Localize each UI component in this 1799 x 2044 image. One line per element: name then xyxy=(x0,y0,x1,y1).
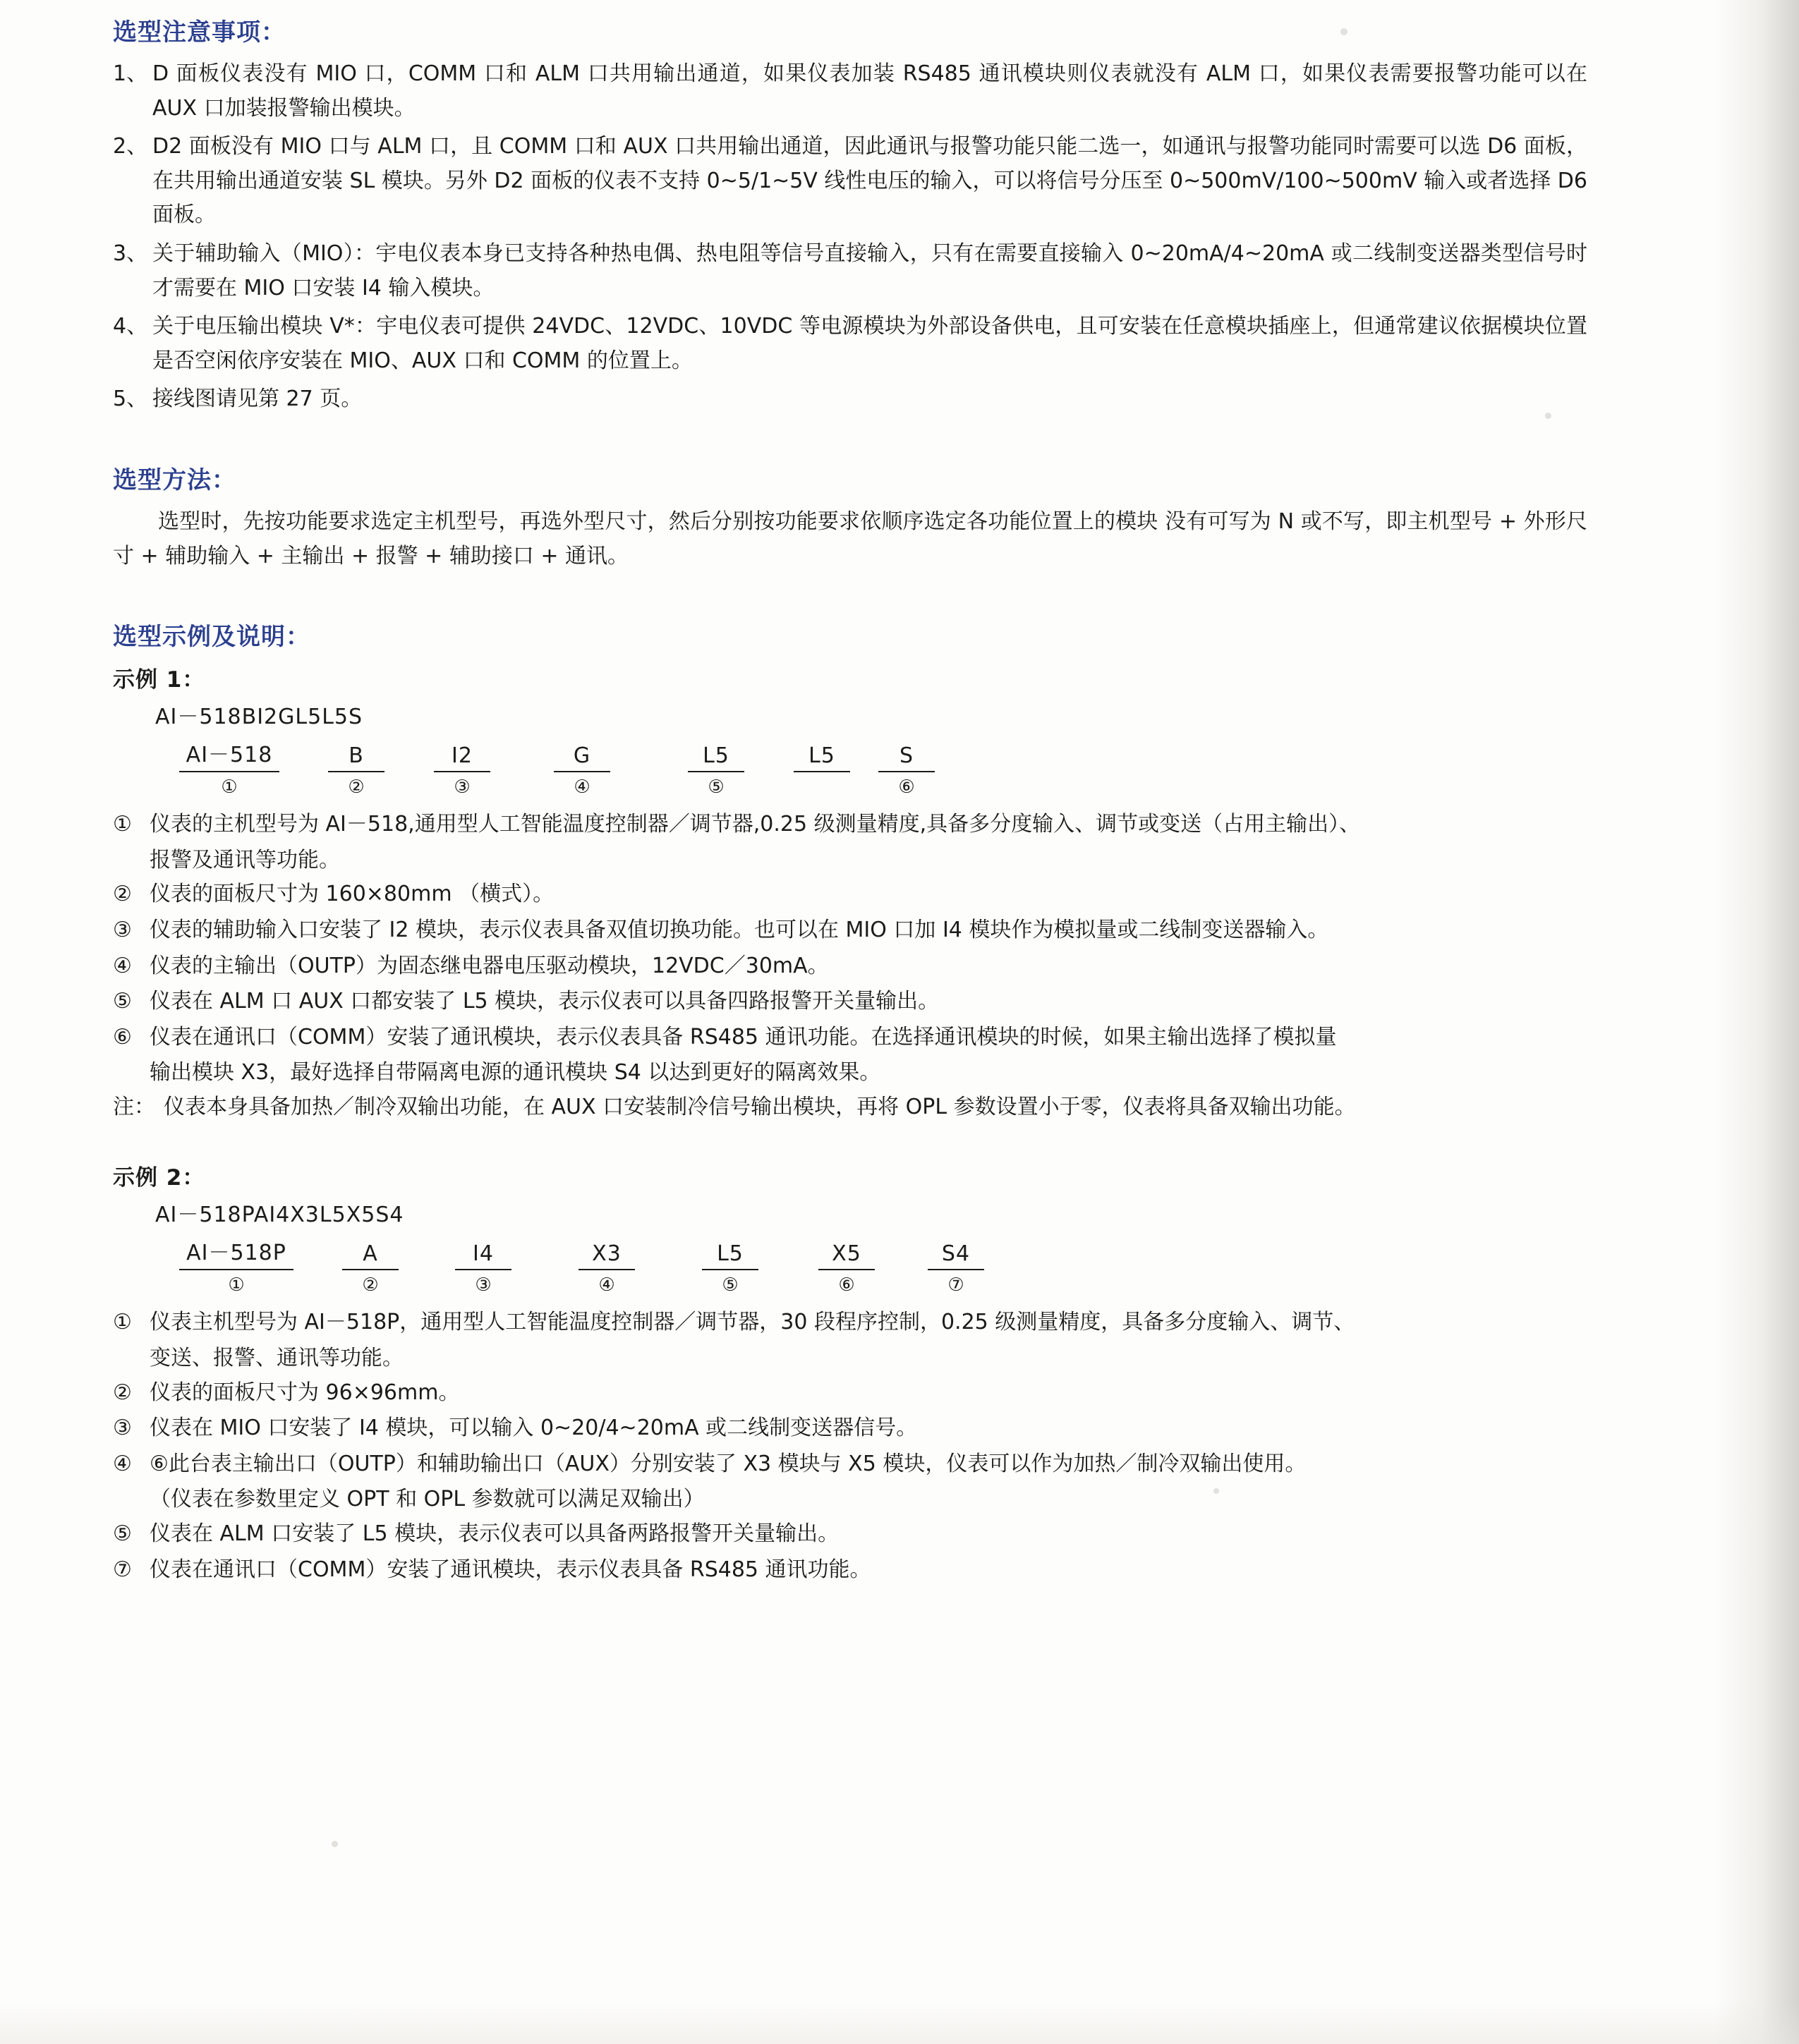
example-1-model-code: AI－518BI2GL5L5S xyxy=(155,705,363,730)
segment-marker: ⑥ xyxy=(838,1275,855,1296)
item-marker: ④ xyxy=(113,1451,132,1476)
list-item xyxy=(113,1553,1587,1588)
note-text: 接线图请见第 27 页。 xyxy=(152,387,363,412)
segment-marker: ⑥ xyxy=(898,777,915,798)
segment-marker: ④ xyxy=(574,777,590,798)
example-2-segment-row xyxy=(155,1235,1587,1270)
item-text: 仪表在通讯口（COMM）安装了通讯模块，表示仪表具备 RS485 通讯功能。 xyxy=(150,1557,871,1582)
list-item xyxy=(113,1306,1587,1340)
item-subtext: （仪表在参数里定义 OPT 和 OPL 参数就可以满足双输出） xyxy=(150,1487,705,1512)
footnote-text: 仪表本身具备加热／制冷双输出功能，在 AUX 口安装制冷信号输出模块，再将 OPL 参数设置小于零，仪表将具备双输出功能。 xyxy=(164,1094,1356,1119)
list-item xyxy=(113,1447,1587,1482)
list-item xyxy=(113,877,1587,912)
example-1 xyxy=(113,662,1587,1124)
list-item xyxy=(113,237,1587,305)
list-item xyxy=(113,1376,1587,1411)
segment-label: S xyxy=(878,743,935,772)
segment-marker: ② xyxy=(362,1275,379,1296)
segment-label: G xyxy=(554,743,610,772)
example-1-marker-row xyxy=(155,777,1587,798)
segment-marker: ① xyxy=(221,777,238,798)
segment-label: S4 xyxy=(928,1241,984,1270)
section-title-method: 选型方法： xyxy=(113,466,236,494)
item-marker: ③ xyxy=(113,1416,132,1441)
segment-marker: ⑤ xyxy=(722,1275,739,1296)
item-text: 仪表的主输出（OUTP）为固态继电器电压驱动模块，12VDC／30mA。 xyxy=(150,953,829,978)
list-item xyxy=(113,310,1587,378)
item-text: 仪表在 MIO 口安装了 I4 模块，可以输入 0~20/4~20mA 或二线制变送器信号。 xyxy=(150,1416,918,1441)
note-text: 关于辅助输入（MIO）：宇电仪表本身已支持各种热电偶、热电阻等信号直接输入，只有在需要直接输入 0~20mA/4~20mA 或二线制变送器类型信号时才需要在 MIO 口安装 I4 输入模块。 xyxy=(152,241,1587,300)
segment-label: AI－518P xyxy=(179,1235,293,1270)
segment-label: A xyxy=(342,1241,399,1270)
example-1-items xyxy=(113,808,1587,1124)
segment-marker: ③ xyxy=(475,1275,492,1296)
item-text: 仪表的面板尺寸为 160×80mm （横式）。 xyxy=(150,882,555,907)
list-item xyxy=(113,1411,1587,1446)
segment-label: AI－518 xyxy=(179,737,280,772)
item-marker: ⑥ xyxy=(113,1024,132,1050)
example-1-footnote xyxy=(113,1090,1587,1125)
scan-speck xyxy=(332,1841,338,1847)
example-2-items xyxy=(113,1306,1587,1587)
item-marker: ② xyxy=(113,882,132,907)
segment-label: L5 xyxy=(702,1241,758,1270)
item-marker: ③ xyxy=(113,917,132,942)
note-number: 5、 xyxy=(113,387,148,412)
segment-label: I2 xyxy=(434,743,490,772)
item-subtext: 报警及通讯等功能。 xyxy=(150,847,340,872)
example-2 xyxy=(113,1160,1587,1587)
list-item xyxy=(113,130,1587,233)
item-marker: ④ xyxy=(113,953,132,978)
note-number: 3、 xyxy=(113,241,148,266)
item-marker: ② xyxy=(113,1380,132,1405)
section-title-examples: 选型示例及说明： xyxy=(113,623,310,652)
segment-marker: ④ xyxy=(598,1275,615,1296)
list-item xyxy=(113,985,1587,1019)
method-paragraph: 选型时，先按功能要求选定主机型号，再选外型尺寸，然后分别按功能要求依顺序选定各功能位置上的模块 没有可写为 N 或不写，即主机型号 + 外形尺寸 + 辅助输入 + 主输出 + 报警 + 辅助接口 + 通讯。 xyxy=(113,509,1587,568)
example-2-marker-row xyxy=(155,1275,1587,1296)
example-1-segment-row xyxy=(155,737,1587,772)
segment-label: I4 xyxy=(455,1241,511,1270)
segment-marker: ② xyxy=(348,777,365,798)
list-item xyxy=(113,1021,1587,1055)
item-text: 仪表的辅助输入口安装了 I2 模块，表示仪表具备双值切换功能。也可以在 MIO 口加 I4 模块作为模拟量或二线制变送器输入。 xyxy=(150,917,1329,942)
segment-marker: ⑤ xyxy=(708,777,725,798)
example-1-heading: 示例 1： xyxy=(113,667,205,693)
item-subtext: 变送、报警、通讯等功能。 xyxy=(150,1346,404,1371)
list-item xyxy=(113,913,1587,948)
example-2-heading: 示例 2： xyxy=(113,1165,205,1191)
list-item xyxy=(113,1517,1587,1552)
note-text: 关于电压输出模块 V*：宇电仪表可提供 24VDC、12VDC、10VDC 等电源模块为外部设备供电，且可安装在任意模块插座上，但通常建议依据模块位置是否空闲依序安装在 MIO、AUX 口和 COMM 的位置上。 xyxy=(152,314,1587,373)
notes-list xyxy=(113,57,1587,417)
item-marker: ① xyxy=(113,1310,132,1335)
item-text: ⑥此台表主输出口（OUTP）和辅助输出口（AUX）分别安装了 X3 模块与 X5 模块，仪表可以作为加热／制冷双输出使用。 xyxy=(150,1451,1307,1476)
item-text: 仪表主机型号为 AI－518P，通用型人工智能温度控制器／调节器，30 段程序控制，0.25 级测量精度，具备多分度输入、调节、 xyxy=(150,1310,1355,1335)
item-marker: ① xyxy=(113,812,132,837)
list-item xyxy=(113,949,1587,984)
segment-label: X5 xyxy=(818,1241,875,1270)
segment-label: L5 xyxy=(794,743,850,772)
scan-bottom-shadow xyxy=(0,2002,1799,2044)
segment-label: L5 xyxy=(688,743,744,772)
list-item xyxy=(113,57,1587,126)
item-text: 仪表的面板尺寸为 96×96mm。 xyxy=(150,1380,460,1405)
note-text: D2 面板没有 MIO 口与 ALM 口，且 COMM 口和 AUX 口共用输出通道，因此通讯与报警功能只能二选一，如通讯与报警功能同时需要可以选 D6 面板，在共用输出通道安装 SL 模块。另外 D2 面板的仪表不支持 0~5/1~5V 线性电压的输入，可以将信号分压至 0~500mV/100~500mV 输入或者选择 D6 面板。 xyxy=(152,134,1587,228)
example-2-model-code: AI－518PAI4X3L5X5S4 xyxy=(155,1203,404,1228)
item-marker: ⑤ xyxy=(113,1521,132,1547)
note-number: 2、 xyxy=(113,134,148,159)
list-item xyxy=(113,382,1587,417)
note-text: D 面板仪表没有 MIO 口，COMM 口和 ALM 口共用输出通道，如果仪表加装 RS485 通讯模块则仪表就没有 ALM 口，如果仪表需要报警功能可以在 AUX 口加装报警输出模块。 xyxy=(152,61,1587,121)
document-content xyxy=(113,13,1587,1588)
segment-marker: ⑦ xyxy=(947,1275,964,1296)
item-text: 仪表在通讯口（COMM）安装了通讯模块，表示仪表具备 RS485 通讯功能。在选择通讯模块的时候，如果主输出选择了模拟量 xyxy=(150,1024,1337,1050)
note-number: 4、 xyxy=(113,314,148,339)
item-marker: ⑤ xyxy=(113,989,132,1014)
item-text: 仪表的主机型号为 AI－518,通用型人工智能温度控制器／调节器,0.25 级测量精度,具备多分度输入、调节或变送（占用主输出）、 xyxy=(150,812,1361,837)
item-subtext: 输出模块 X3，最好选择自带隔离电源的通讯模块 S4 以达到更好的隔离效果。 xyxy=(150,1060,881,1085)
segment-marker: ③ xyxy=(454,777,471,798)
list-item xyxy=(113,808,1587,842)
item-text: 仪表在 ALM 口安装了 L5 模块，表示仪表可以具备两路报警开关量输出。 xyxy=(150,1521,840,1547)
note-number: 1、 xyxy=(113,61,148,86)
segment-label: X3 xyxy=(579,1241,635,1270)
item-marker: ⑦ xyxy=(113,1557,132,1582)
segment-marker xyxy=(783,777,861,798)
footnote-lead: 注： xyxy=(113,1094,155,1119)
section-title-notes: 选型注意事项： xyxy=(113,18,286,47)
scan-edge-shadow xyxy=(1714,0,1799,2044)
item-text: 仪表在 ALM 口 AUX 口都安装了 L5 模块，表示仪表可以具备四路报警开关量输出。 xyxy=(150,989,940,1014)
segment-marker: ① xyxy=(228,1275,245,1296)
segment-label: B xyxy=(328,743,384,772)
